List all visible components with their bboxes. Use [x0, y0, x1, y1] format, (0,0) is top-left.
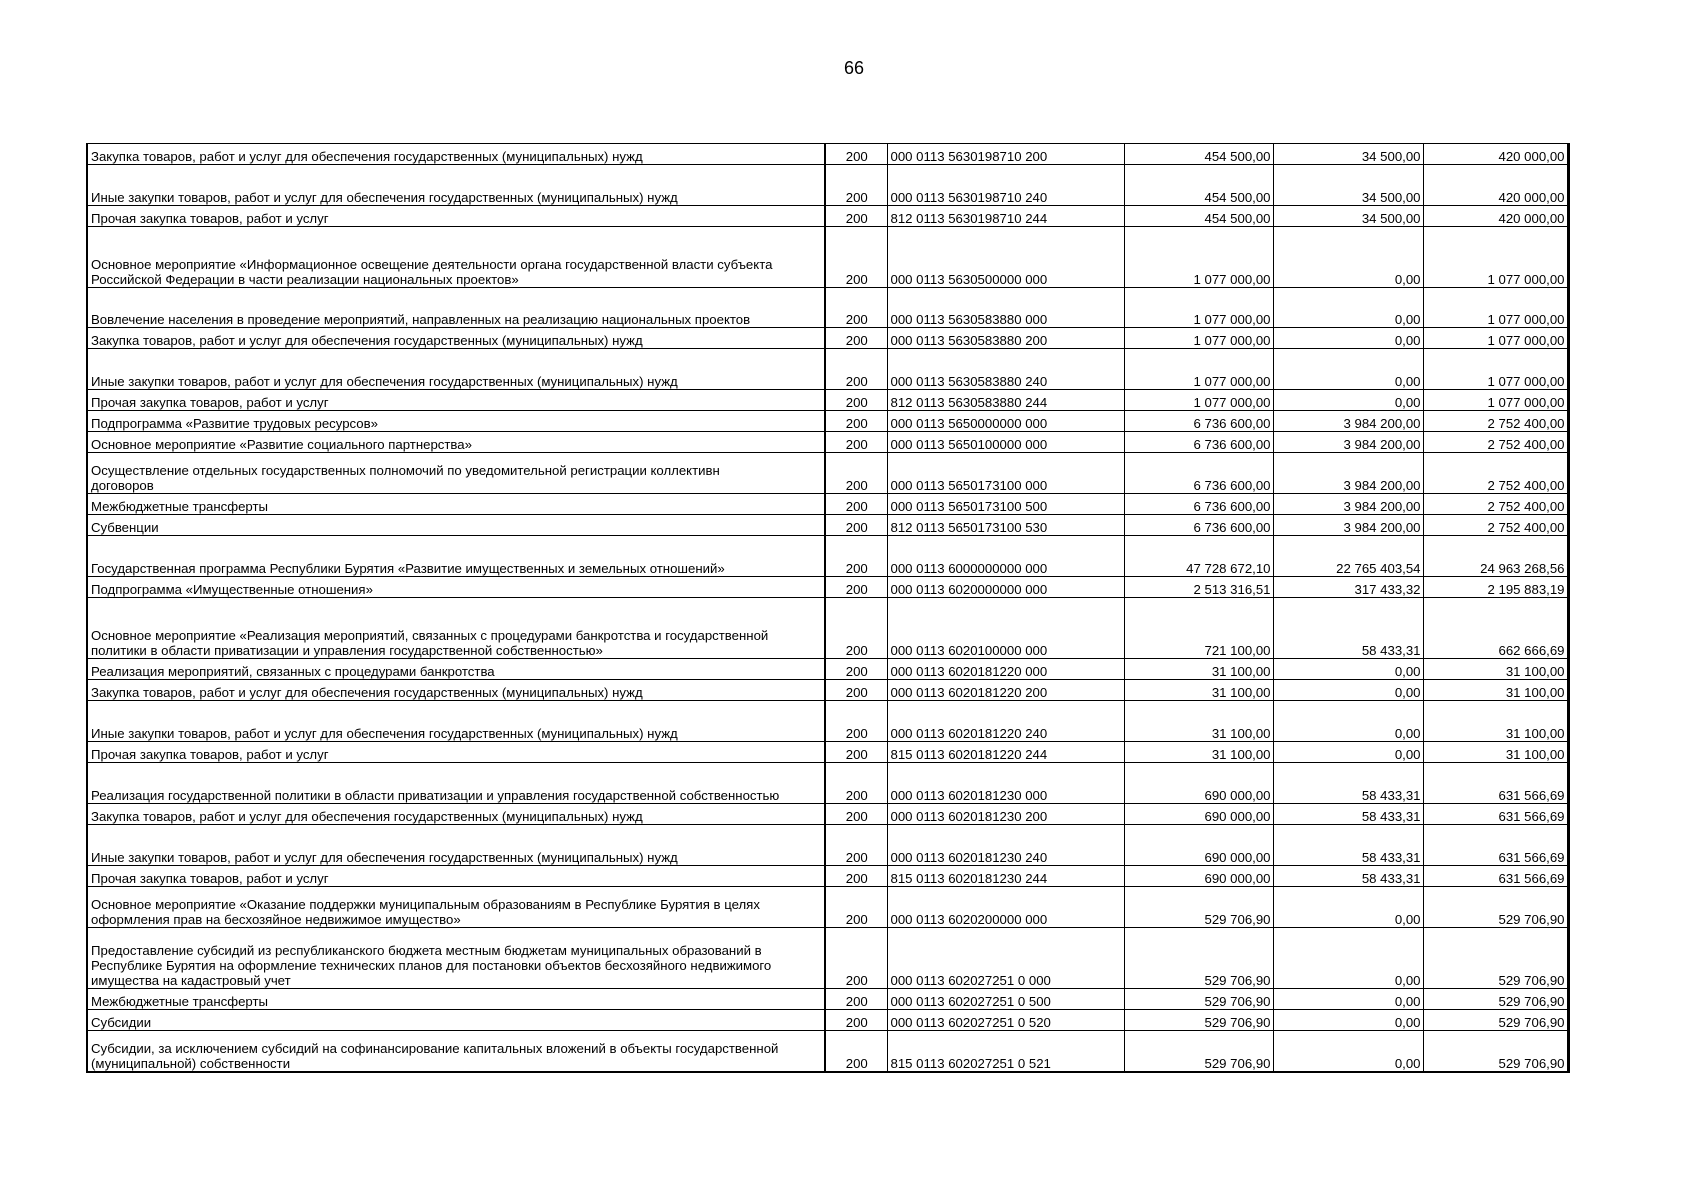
budget-code-cell: 000 0113 5630500000 000 [887, 227, 1124, 288]
budget-code-cell: 815 0113 602027251 0 521 [887, 1031, 1124, 1072]
approved-amount-cell: 1 077 000,00 [1124, 227, 1273, 288]
table-row [87, 804, 1568, 825]
executed-amount-cell: 0,00 [1273, 1010, 1423, 1031]
executed-amount-cell: 0,00 [1273, 349, 1423, 390]
budget-code-cell: 000 0113 5630583880 000 [887, 288, 1124, 328]
executed-amount-cell: 0,00 [1273, 989, 1423, 1010]
budget-code-cell: 000 0113 6020200000 000 [887, 887, 1124, 928]
name-cell: Межбюджетные трансферты [87, 989, 825, 1010]
budget-code-cell: 000 0113 5650100000 000 [887, 432, 1124, 453]
name-cell: Основное мероприятие «Оказание поддержки муниципальным образованиям в Республике Бурятия в целях оформления прав на бесхозяйное недвижимое имущество» [87, 887, 825, 928]
line-code-cell: 200 [825, 411, 887, 432]
unexecuted-amount-cell: 1 077 000,00 [1423, 349, 1568, 390]
name-cell: Реализация мероприятий, связанных с процедурами банкротства [87, 659, 825, 680]
table-row [87, 598, 1568, 659]
unexecuted-amount-cell: 529 706,90 [1423, 928, 1568, 989]
line-code-cell: 200 [825, 288, 887, 328]
unexecuted-amount-cell: 529 706,90 [1423, 1031, 1568, 1072]
budget-code-cell: 000 0113 602027251 0 500 [887, 989, 1124, 1010]
line-code-cell: 200 [825, 989, 887, 1010]
table-row [87, 1031, 1568, 1072]
line-code-cell: 200 [825, 763, 887, 804]
line-code-cell: 200 [825, 866, 887, 887]
unexecuted-amount-cell: 31 100,00 [1423, 680, 1568, 701]
unexecuted-amount-cell: 631 566,69 [1423, 866, 1568, 887]
approved-amount-cell: 6 736 600,00 [1124, 453, 1273, 494]
unexecuted-amount-cell: 1 077 000,00 [1423, 390, 1568, 411]
executed-amount-cell: 0,00 [1273, 1031, 1423, 1072]
name-cell: Иные закупки товаров, работ и услуг для обеспечения государственных (муниципальных) нужд [87, 701, 825, 742]
table-row [87, 288, 1568, 328]
table-row [87, 227, 1568, 288]
approved-amount-cell: 1 077 000,00 [1124, 328, 1273, 349]
name-cell: Основное мероприятие «Реализация мероприятий, связанных с процедурами банкротства и государственной политики в области приватизации и управления государственной собственностью» [87, 598, 825, 659]
line-code-cell: 200 [825, 165, 887, 206]
budget-code-cell: 000 0113 5650000000 000 [887, 411, 1124, 432]
executed-amount-cell: 0,00 [1273, 227, 1423, 288]
line-code-cell: 200 [825, 680, 887, 701]
table-row [87, 165, 1568, 206]
approved-amount-cell: 6 736 600,00 [1124, 494, 1273, 515]
executed-amount-cell: 0,00 [1273, 659, 1423, 680]
executed-amount-cell: 0,00 [1273, 887, 1423, 928]
table-row [87, 763, 1568, 804]
unexecuted-amount-cell: 24 963 268,56 [1423, 536, 1568, 577]
name-cell: Прочая закупка товаров, работ и услуг [87, 390, 825, 411]
approved-amount-cell: 529 706,90 [1124, 1031, 1273, 1072]
executed-amount-cell: 0,00 [1273, 701, 1423, 742]
line-code-cell: 200 [825, 659, 887, 680]
unexecuted-amount-cell: 1 077 000,00 [1423, 227, 1568, 288]
name-cell: Вовлечение населения в проведение мероприятий, направленных на реализацию национальных проектов [87, 288, 825, 328]
executed-amount-cell: 3 984 200,00 [1273, 515, 1423, 536]
executed-amount-cell: 58 433,31 [1273, 866, 1423, 887]
table-row [87, 349, 1568, 390]
table-row [87, 866, 1568, 887]
executed-amount-cell: 58 433,31 [1273, 804, 1423, 825]
budget-code-cell: 812 0113 5650173100 530 [887, 515, 1124, 536]
approved-amount-cell: 529 706,90 [1124, 989, 1273, 1010]
approved-amount-cell: 529 706,90 [1124, 928, 1273, 989]
unexecuted-amount-cell: 420 000,00 [1423, 165, 1568, 206]
name-line-1: Осуществление отдельных государственных полномочий по уведомительной регистрации коллективн [91, 463, 720, 478]
executed-amount-cell: 34 500,00 [1273, 144, 1423, 165]
table-row [87, 390, 1568, 411]
line-code-cell: 200 [825, 804, 887, 825]
name-cell: Иные закупки товаров, работ и услуг для обеспечения государственных (муниципальных) нужд [87, 165, 825, 206]
line-code-cell: 200 [825, 1031, 887, 1072]
unexecuted-amount-cell: 631 566,69 [1423, 804, 1568, 825]
name-cell: Субсидии, за исключением субсидий на софинансирование капитальных вложений в объекты государственной (муниципальной) собственности [87, 1031, 825, 1072]
line-code-cell: 200 [825, 825, 887, 866]
line-code-cell: 200 [825, 432, 887, 453]
unexecuted-amount-cell: 2 752 400,00 [1423, 411, 1568, 432]
name-cell: Субвенции [87, 515, 825, 536]
name-cell: Прочая закупка товаров, работ и услуг [87, 206, 825, 227]
budget-code-cell: 000 0113 602027251 0 000 [887, 928, 1124, 989]
approved-amount-cell: 6 736 600,00 [1124, 515, 1273, 536]
approved-amount-cell: 31 100,00 [1124, 701, 1273, 742]
budget-code-cell: 000 0113 5630583880 240 [887, 349, 1124, 390]
approved-amount-cell: 31 100,00 [1124, 742, 1273, 763]
table-row [87, 144, 1568, 165]
approved-amount-cell: 454 500,00 [1124, 206, 1273, 227]
name-cell: Предоставление субсидий из республиканского бюджета местным бюджетам муниципальных образований в Республике Бурятия на оформление технических планов для постановки объектов бесхозяйного недвижимого имущества на кадастровый учет [87, 928, 825, 989]
executed-amount-cell: 22 765 403,54 [1273, 536, 1423, 577]
name-cell: Закупка товаров, работ и услуг для обеспечения государственных (муниципальных) нужд [87, 144, 825, 165]
line-code-cell: 200 [825, 494, 887, 515]
budget-code-cell: 000 0113 6020181220 000 [887, 659, 1124, 680]
line-code-cell: 200 [825, 206, 887, 227]
line-code-cell: 200 [825, 144, 887, 165]
name-cell: Иные закупки товаров, работ и услуг для обеспечения государственных (муниципальных) нужд [87, 825, 825, 866]
line-code-cell: 200 [825, 928, 887, 989]
approved-amount-cell: 690 000,00 [1124, 825, 1273, 866]
budget-code-cell: 815 0113 6020181220 244 [887, 742, 1124, 763]
executed-amount-cell: 0,00 [1273, 680, 1423, 701]
budget-code-cell: 812 0113 5630583880 244 [887, 390, 1124, 411]
budget-code-cell: 000 0113 5630198710 200 [887, 144, 1124, 165]
approved-amount-cell: 721 100,00 [1124, 598, 1273, 659]
approved-amount-cell: 690 000,00 [1124, 866, 1273, 887]
budget-code-cell: 000 0113 6020181220 200 [887, 680, 1124, 701]
table-row [87, 742, 1568, 763]
page-number: 66 [843, 58, 865, 78]
unexecuted-amount-cell: 631 566,69 [1423, 825, 1568, 866]
name-cell: Прочая закупка товаров, работ и услуг [87, 742, 825, 763]
name-line-2: договоров [91, 478, 154, 493]
approved-amount-cell: 1 077 000,00 [1124, 288, 1273, 328]
line-code-cell: 200 [825, 515, 887, 536]
approved-amount-cell: 454 500,00 [1124, 165, 1273, 206]
line-code-cell: 200 [825, 701, 887, 742]
unexecuted-amount-cell: 1 077 000,00 [1423, 328, 1568, 349]
table-row [87, 536, 1568, 577]
table-row [87, 659, 1568, 680]
unexecuted-amount-cell: 662 666,69 [1423, 598, 1568, 659]
line-code-cell: 200 [825, 349, 887, 390]
unexecuted-amount-cell: 529 706,90 [1423, 887, 1568, 928]
name-cell: Основное мероприятие «Информационное освещение деятельности органа государственной власти субъекта Российской Федерации в части реализации национальных проектов» [87, 227, 825, 288]
approved-amount-cell: 690 000,00 [1124, 804, 1273, 825]
line-code-cell: 200 [825, 453, 887, 494]
budget-code-cell: 000 0113 6020000000 000 [887, 577, 1124, 598]
approved-amount-cell: 1 077 000,00 [1124, 390, 1273, 411]
approved-amount-cell: 6 736 600,00 [1124, 432, 1273, 453]
table-row [87, 928, 1568, 989]
executed-amount-cell: 58 433,31 [1273, 825, 1423, 866]
executed-amount-cell: 0,00 [1273, 328, 1423, 349]
unexecuted-amount-cell: 631 566,69 [1423, 763, 1568, 804]
table-row [87, 887, 1568, 928]
unexecuted-amount-cell: 2 752 400,00 [1423, 515, 1568, 536]
executed-amount-cell: 0,00 [1273, 288, 1423, 328]
approved-amount-cell: 31 100,00 [1124, 659, 1273, 680]
approved-amount-cell: 6 736 600,00 [1124, 411, 1273, 432]
unexecuted-amount-cell: 31 100,00 [1423, 701, 1568, 742]
approved-amount-cell: 529 706,90 [1124, 1010, 1273, 1031]
line-code-cell: 200 [825, 887, 887, 928]
table-row [87, 577, 1568, 598]
table-row [87, 453, 1568, 494]
budget-code-cell: 000 0113 6020181230 240 [887, 825, 1124, 866]
unexecuted-amount-cell: 529 706,90 [1423, 989, 1568, 1010]
name-cell: Межбюджетные трансферты [87, 494, 825, 515]
budget-code-cell: 000 0113 6020181230 000 [887, 763, 1124, 804]
line-code-cell: 200 [825, 577, 887, 598]
table-row [87, 680, 1568, 701]
name-cell: Реализация государственной политики в области приватизации и управления государственной собственностью [87, 763, 825, 804]
table-row [87, 989, 1568, 1010]
line-code-cell: 200 [825, 227, 887, 288]
executed-amount-cell: 3 984 200,00 [1273, 494, 1423, 515]
name-cell: Закупка товаров, работ и услуг для обеспечения государственных (муниципальных) нужд [87, 680, 825, 701]
table-row [87, 1010, 1568, 1031]
name-cell: Подпрограмма «Имущественные отношения» [87, 577, 825, 598]
unexecuted-amount-cell: 31 100,00 [1423, 659, 1568, 680]
executed-amount-cell: 34 500,00 [1273, 206, 1423, 227]
budget-table-body [87, 144, 1568, 1072]
budget-code-cell: 000 0113 602027251 0 520 [887, 1010, 1124, 1031]
name-cell: Иные закупки товаров, работ и услуг для обеспечения государственных (муниципальных) нужд [87, 349, 825, 390]
table-row [87, 432, 1568, 453]
budget-table [86, 143, 1570, 1073]
executed-amount-cell: 0,00 [1273, 928, 1423, 989]
name-cell: Прочая закупка товаров, работ и услуг [87, 866, 825, 887]
approved-amount-cell: 690 000,00 [1124, 763, 1273, 804]
unexecuted-amount-cell: 420 000,00 [1423, 144, 1568, 165]
line-code-cell: 200 [825, 1010, 887, 1031]
approved-amount-cell: 31 100,00 [1124, 680, 1273, 701]
name-cell: Закупка товаров, работ и услуг для обеспечения государственных (муниципальных) нужд [87, 804, 825, 825]
approved-amount-cell: 1 077 000,00 [1124, 349, 1273, 390]
executed-amount-cell: 34 500,00 [1273, 165, 1423, 206]
budget-code-cell: 812 0113 5630198710 244 [887, 206, 1124, 227]
name-cell: Закупка товаров, работ и услуг для обеспечения государственных (муниципальных) нужд [87, 328, 825, 349]
unexecuted-amount-cell: 2 752 400,00 [1423, 432, 1568, 453]
executed-amount-cell: 3 984 200,00 [1273, 453, 1423, 494]
budget-code-cell: 815 0113 6020181230 244 [887, 866, 1124, 887]
budget-code-cell: 000 0113 5630198710 240 [887, 165, 1124, 206]
name-cell: Субсидии [87, 1010, 825, 1031]
unexecuted-amount-cell: 31 100,00 [1423, 742, 1568, 763]
executed-amount-cell: 317 433,32 [1273, 577, 1423, 598]
table-row [87, 328, 1568, 349]
executed-amount-cell: 3 984 200,00 [1273, 432, 1423, 453]
executed-amount-cell: 0,00 [1273, 742, 1423, 763]
budget-code-cell: 000 0113 5650173100 500 [887, 494, 1124, 515]
table-row [87, 825, 1568, 866]
executed-amount-cell: 58 433,31 [1273, 598, 1423, 659]
line-code-cell: 200 [825, 742, 887, 763]
unexecuted-amount-cell: 2 752 400,00 [1423, 494, 1568, 515]
executed-amount-cell: 3 984 200,00 [1273, 411, 1423, 432]
budget-code-cell: 000 0113 6020181230 200 [887, 804, 1124, 825]
unexecuted-amount-cell: 529 706,90 [1423, 1010, 1568, 1031]
table-row [87, 494, 1568, 515]
table-row [87, 206, 1568, 227]
budget-code-cell: 000 0113 5630583880 200 [887, 328, 1124, 349]
budget-code-cell: 000 0113 6020181220 240 [887, 701, 1124, 742]
table-row [87, 515, 1568, 536]
unexecuted-amount-cell: 420 000,00 [1423, 206, 1568, 227]
name-cell: Основное мероприятие «Развитие социального партнерства» [87, 432, 825, 453]
table-row [87, 701, 1568, 742]
budget-code-cell: 000 0113 6020100000 000 [887, 598, 1124, 659]
budget-code-cell: 000 0113 6000000000 000 [887, 536, 1124, 577]
executed-amount-cell: 58 433,31 [1273, 763, 1423, 804]
name-cell: Государственная программа Республики Бурятия «Развитие имущественных и земельных отношений» [87, 536, 825, 577]
name-cell [87, 453, 825, 494]
unexecuted-amount-cell: 2 752 400,00 [1423, 453, 1568, 494]
table-row [87, 411, 1568, 432]
budget-code-cell: 000 0113 5650173100 000 [887, 453, 1124, 494]
unexecuted-amount-cell: 2 195 883,19 [1423, 577, 1568, 598]
name-cell: Подпрограмма «Развитие трудовых ресурсов» [87, 411, 825, 432]
approved-amount-cell: 529 706,90 [1124, 887, 1273, 928]
approved-amount-cell: 2 513 316,51 [1124, 577, 1273, 598]
line-code-cell: 200 [825, 328, 887, 349]
line-code-cell: 200 [825, 390, 887, 411]
approved-amount-cell: 47 728 672,10 [1124, 536, 1273, 577]
unexecuted-amount-cell: 1 077 000,00 [1423, 288, 1568, 328]
approved-amount-cell: 454 500,00 [1124, 144, 1273, 165]
line-code-cell: 200 [825, 598, 887, 659]
line-code-cell: 200 [825, 536, 887, 577]
executed-amount-cell: 0,00 [1273, 390, 1423, 411]
